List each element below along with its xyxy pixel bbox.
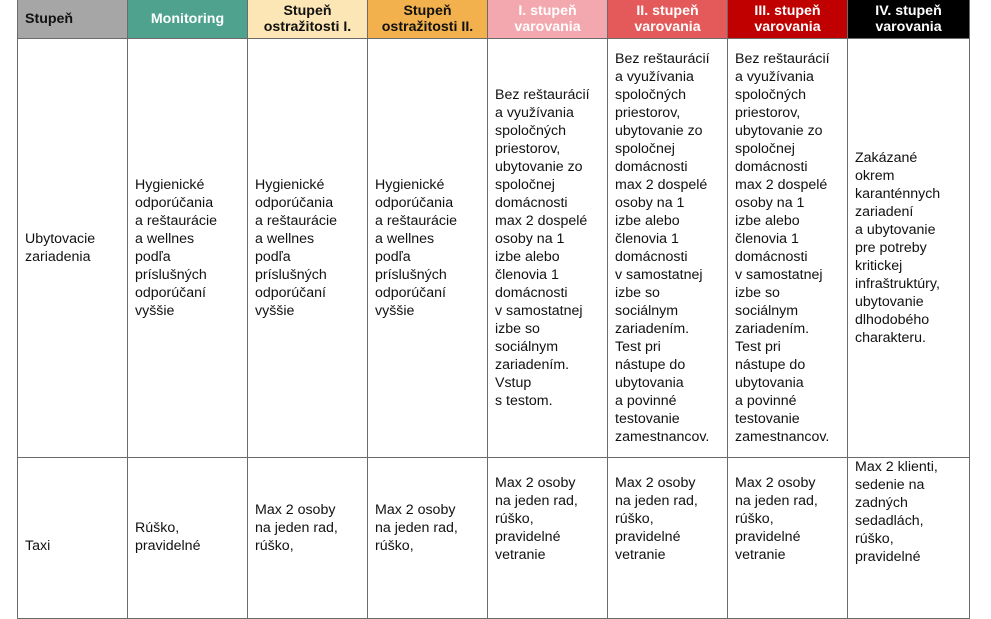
table-cell: Bez reštaurácií a využívania spoločných priestorov, ubytovanie zo spoločnej domácnosti max 2 dospelé osoby na 1 izbe alebo členovia 1 domácnosti v samostatnej izbe so sociálnym zariadením. Test pri nástupe do ubytovania a povinné testovanie zamestnancov. xyxy=(608,39,728,458)
table-cell: Max 2 osoby na jeden rad, rúško, pravidelné vetranie xyxy=(608,458,728,619)
row-label-accommodation: Ubytovacie zariadenia xyxy=(18,39,128,458)
table-cell: Max 2 osoby na jeden rad, rúško, pravidelné vetranie xyxy=(488,458,608,619)
header-cell-warning-4: IV. stupeň varovania xyxy=(848,0,970,39)
header-cell-alert-2: Stupeň ostražitosti II. xyxy=(368,0,488,39)
table-cell: Hygienické odporúčania a reštaurácie a wellnes podľa príslušných odporúčaní vyššie xyxy=(248,39,368,458)
table-row xyxy=(18,39,970,458)
table-cell: Hygienické odporúčania a reštaurácie a wellnes podľa príslušných odporúčaní vyššie xyxy=(368,39,488,458)
table-cell: Rúško, pravidelné xyxy=(128,458,248,619)
table-cell: Zakázané okrem karanténnych zariadení a ubytovanie pre potreby kritickej infraštruktúry, ubytovanie dlhodobého charakteru. xyxy=(848,39,970,458)
header-cell-warning-3: III. stupeň varovania xyxy=(728,0,848,39)
header-row xyxy=(18,0,970,39)
table-cell: Bez reštaurácií a využívania spoločných priestorov, ubytovanie zo spoločnej domácnosti max 2 dospelé osoby na 1 izbe alebo členovia 1 domácnosti v samostatnej izbe so sociálnym zariadením. Test pri nástupe do ubytovania a povinné testovanie zamestnancov. xyxy=(728,39,848,458)
table-row xyxy=(18,458,970,619)
header-cell-warning-2: II. stupeň varovania xyxy=(608,0,728,39)
header-cell-warning-1: I. stupeň varovania xyxy=(488,0,608,39)
restrictions-table xyxy=(17,0,970,619)
table-cell: Max 2 osoby na jeden rad, rúško, pravidelné vetranie xyxy=(728,458,848,619)
table-container xyxy=(17,0,969,619)
table-cell: Hygienické odporúčania a reštaurácie a wellnes podľa príslušných odporúčaní vyššie xyxy=(128,39,248,458)
row-label-taxi: Taxi xyxy=(18,458,128,619)
header-cell-alert-1: Stupeň ostražitosti I. xyxy=(248,0,368,39)
table-cell: Bez reštaurácií a využívania spoločných priestorov, ubytovanie zo spoločnej domácnosti max 2 dospelé osoby na 1 izbe alebo členovia 1 domácnosti v samostatnej izbe so sociálnym zariadením. Vstup s testom. xyxy=(488,39,608,458)
table-cell: Max 2 klienti, sedenie na zadných sedadlách, rúško, pravidelné xyxy=(848,458,970,619)
table-cell: Max 2 osoby na jeden rad, rúško, xyxy=(248,458,368,619)
header-cell-monitoring: Monitoring xyxy=(128,0,248,39)
table-cell: Max 2 osoby na jeden rad, rúško, xyxy=(368,458,488,619)
header-cell-level: Stupeň xyxy=(18,0,128,39)
